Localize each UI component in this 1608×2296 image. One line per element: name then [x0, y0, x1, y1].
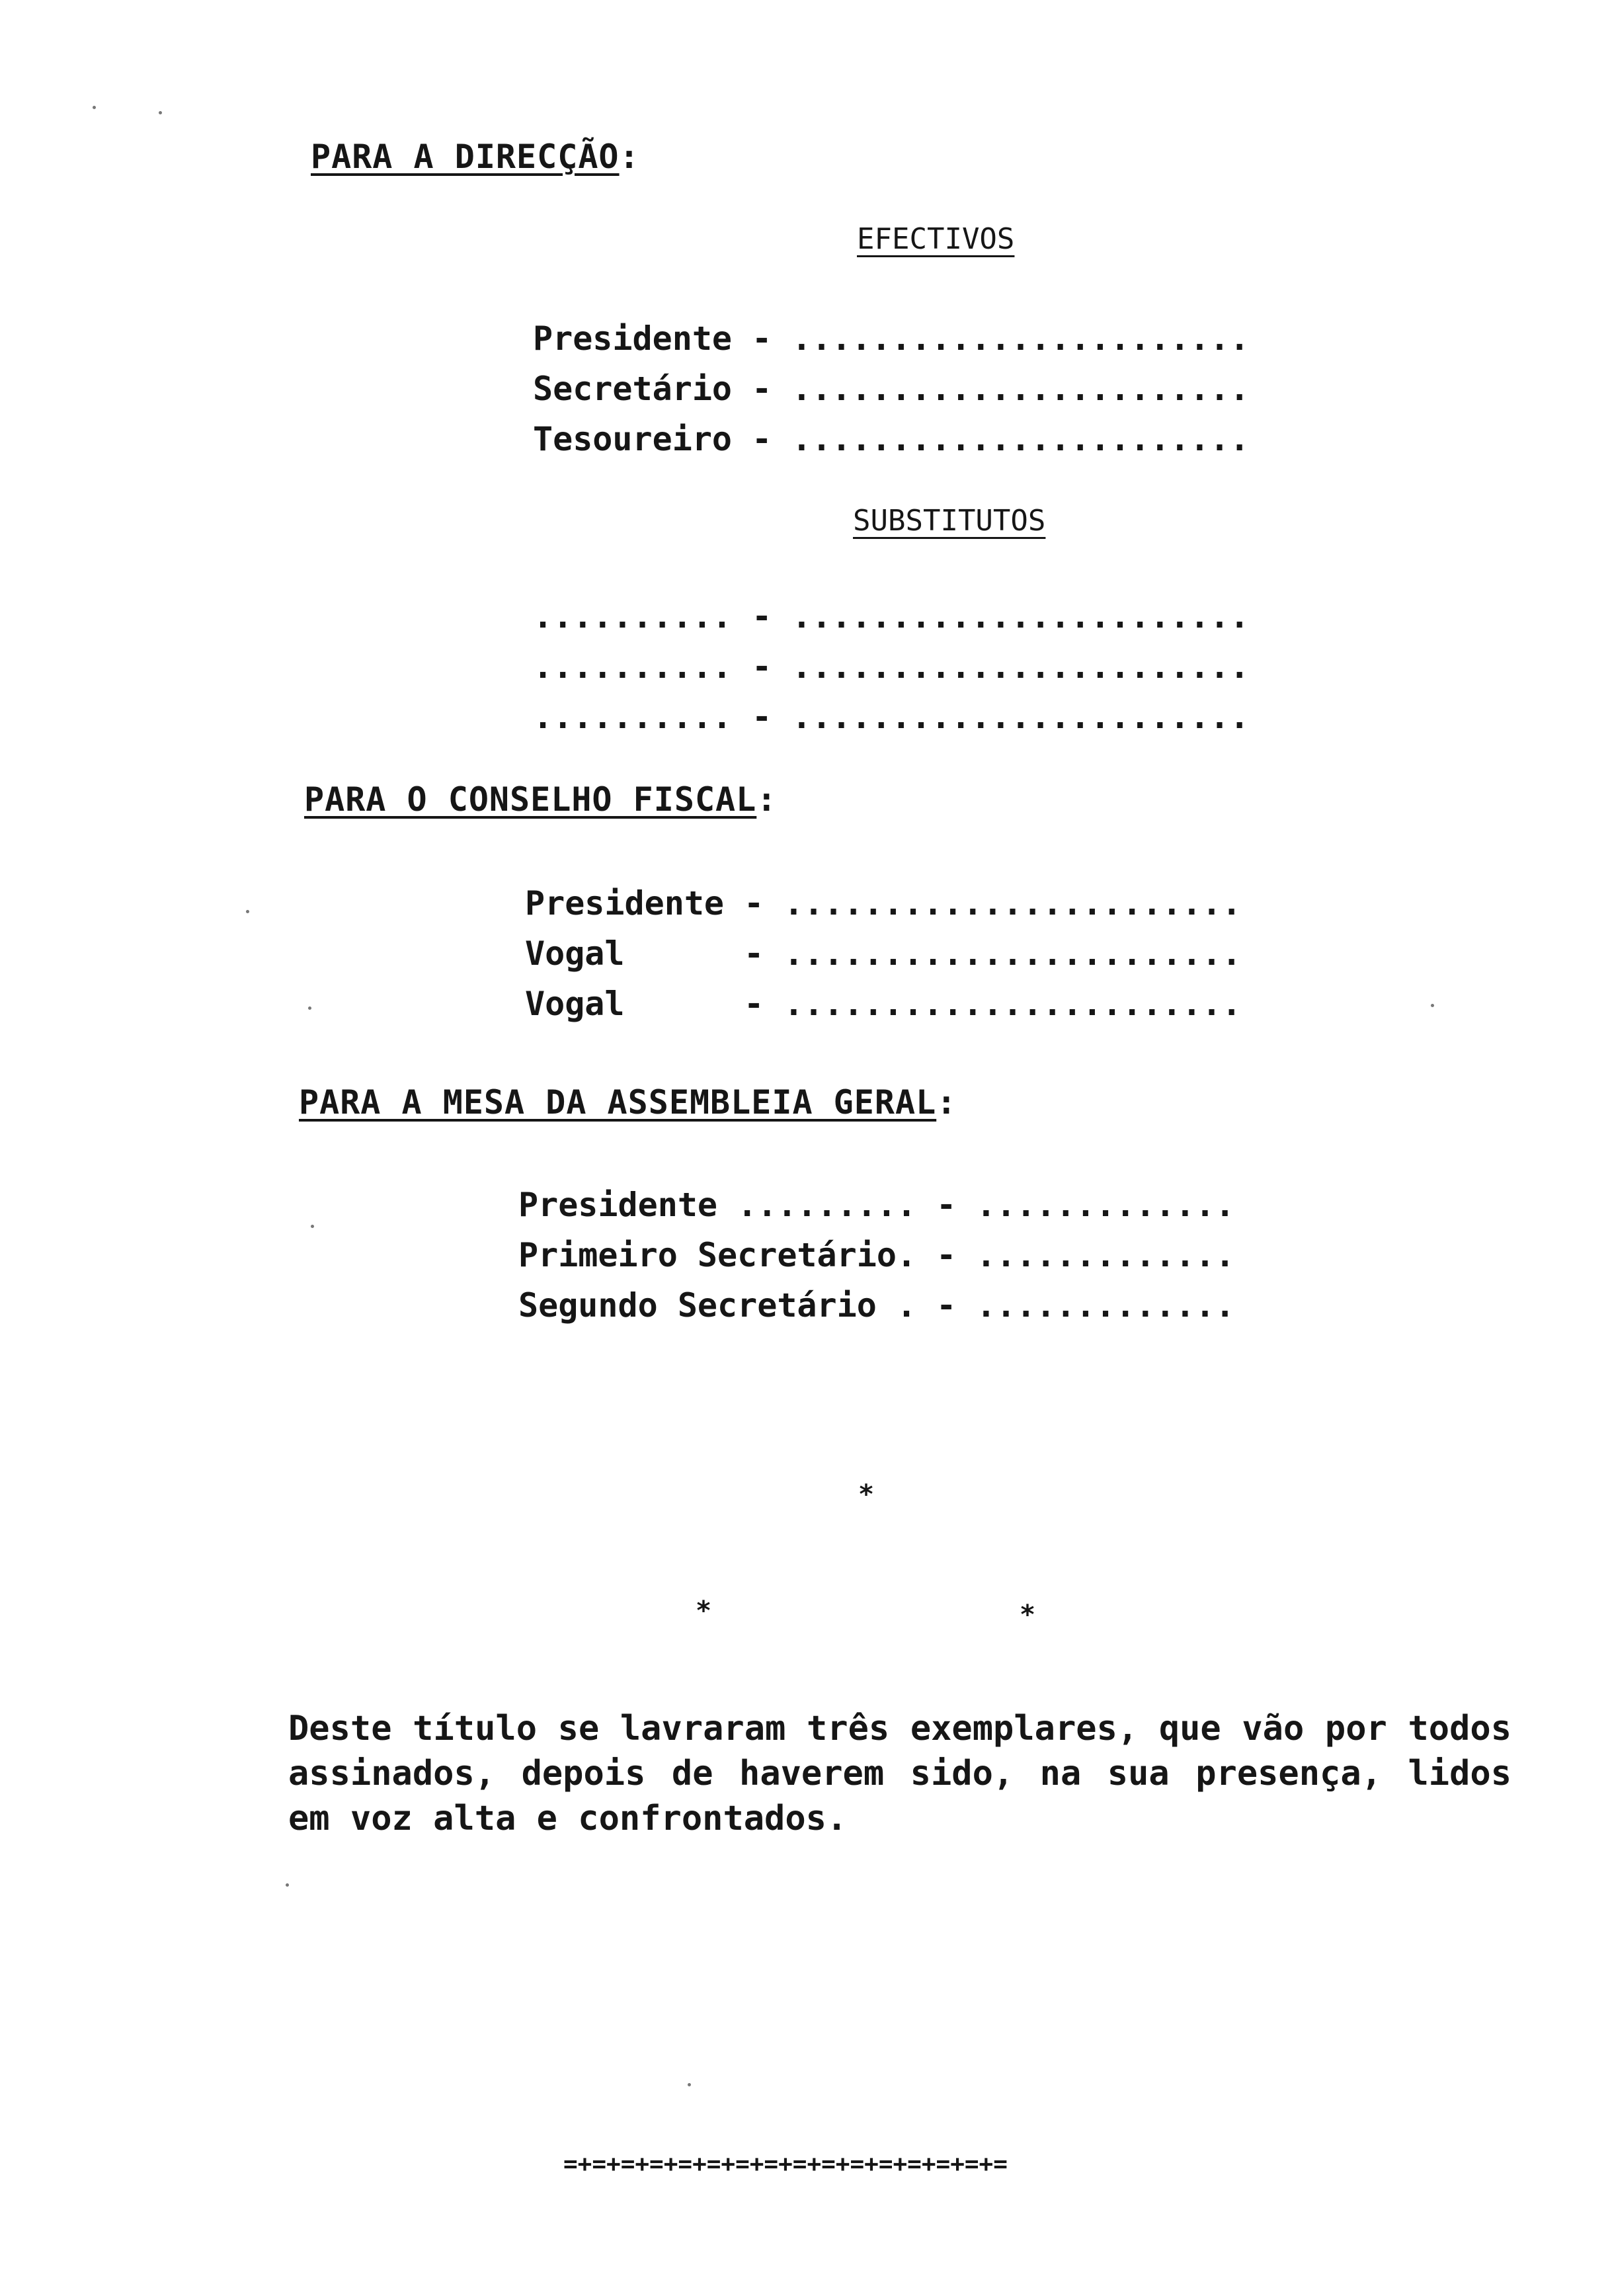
direccao-heading-text: PARA A DIRECÇÃO [311, 138, 620, 176]
closing-paragraph: Deste título se lavraram três exemplares, que vão por todos assinados, depois de haverem sido, na sua presença, lidos em voz alta e confrontados. [288, 1709, 1511, 1838]
conselho-row-presidente [525, 882, 1242, 924]
row-dots: ............. [976, 1236, 1235, 1274]
scan-speck [311, 1225, 314, 1228]
row-label: .......... - [533, 698, 772, 736]
mesa-assembleia-heading-colon: : [936, 1083, 957, 1122]
mesa-row-segundo-secretario [518, 1284, 1235, 1327]
ornament-divider: =+=+=+=+=+=+=+=+=+=+=+=+=+=+=+= [563, 2151, 1008, 2178]
row-dots: ............. [976, 1286, 1235, 1325]
mesa-assembleia-heading-text: PARA A MESA DA ASSEMBLEIA GERAL [299, 1083, 937, 1122]
row-dots: ....................... [784, 985, 1242, 1023]
mesa-row-primeiro-secretario [518, 1234, 1235, 1276]
substituto-row [533, 595, 1250, 637]
efectivos-title: EFECTIVOS [857, 222, 1015, 256]
row-dots: ....................... [791, 319, 1250, 358]
row-dots: ....................... [784, 884, 1242, 922]
scan-speck [688, 2083, 691, 2086]
efectivo-row-secretario [533, 368, 1250, 410]
row-label: Vogal - [525, 934, 764, 973]
conselho-row-vogal [525, 932, 1242, 975]
efectivo-row-tesoureiro [533, 418, 1250, 460]
row-dots: ............. [976, 1186, 1235, 1224]
substitutos-title: SUBSTITUTOS [853, 504, 1046, 538]
row-label: .......... - [533, 647, 772, 686]
row-dots: ....................... [791, 647, 1250, 686]
row-label: Secretário - [533, 370, 772, 408]
substituto-row [533, 645, 1250, 688]
efectivo-row-presidente [533, 317, 1250, 360]
row-label: Tesoureiro - [533, 420, 772, 458]
conselho-fiscal-heading-text: PARA O CONSELHO FISCAL [304, 780, 757, 819]
row-label: Primeiro Secretário. - [518, 1236, 957, 1274]
conselho-fiscal-heading-colon: : [756, 780, 778, 819]
row-label: Segundo Secretário . - [518, 1286, 957, 1325]
scan-speck [93, 106, 96, 109]
direccao-heading-colon: : [619, 138, 640, 176]
conselho-row-vogal [525, 983, 1242, 1025]
row-dots: ....................... [791, 420, 1250, 458]
scan-speck [1431, 1004, 1434, 1007]
row-dots: ....................... [784, 934, 1242, 973]
row-dots: ....................... [791, 698, 1250, 736]
scan-speck [246, 910, 249, 913]
asterism-star-right: * [1020, 1600, 1036, 1630]
row-label: Presidente - [533, 319, 772, 358]
conselho-fiscal-heading [304, 780, 777, 819]
substituto-row [533, 696, 1250, 738]
scan-speck [286, 1883, 289, 1887]
asterism-star-top: * [858, 1479, 875, 1510]
asterism-star-left: * [696, 1596, 712, 1626]
direccao-heading [311, 138, 640, 176]
mesa-row-presidente [518, 1184, 1235, 1226]
mesa-assembleia-heading [299, 1083, 957, 1122]
row-label: Presidente ......... - [518, 1186, 957, 1224]
row-dots: ....................... [791, 597, 1250, 636]
row-label: .......... - [533, 597, 772, 636]
row-label: Presidente - [525, 884, 764, 922]
scan-speck [308, 1006, 311, 1010]
row-label: Vogal - [525, 985, 764, 1023]
row-dots: ....................... [791, 370, 1250, 408]
scan-speck [159, 111, 162, 114]
